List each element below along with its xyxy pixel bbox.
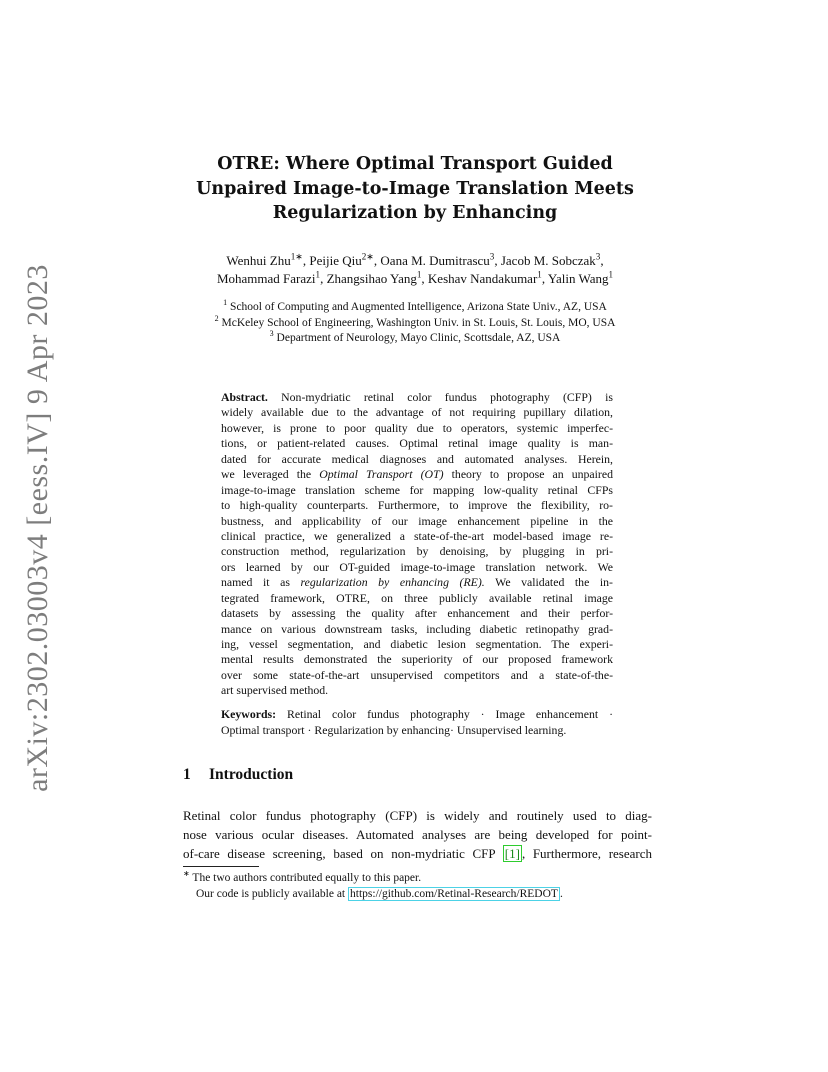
keywords-text: Retinal color fundus photography · Image enhancement · (286, 707, 613, 721)
author-name: Keshav Nandakumar (427, 271, 538, 286)
abstract-text: we leveraged the (221, 467, 312, 482)
author-name: Jacob M. Sobczak (500, 253, 596, 268)
author-affil-mark: 1 (537, 269, 542, 280)
author-separator: , (302, 253, 310, 268)
code-repository-link[interactable]: https://github.com/Retinal-Research/REDOT (350, 887, 558, 900)
footnote-mark: ∗ (183, 869, 190, 879)
footnote-text: Our code is publicly available at (196, 887, 346, 900)
affiliation-text: McKeley School of Engineering, Washington Univ. in St. Louis, St. Louis, MO, USA (221, 316, 616, 329)
abstract-line: bustness, and applicability of our image enhancement pipeline in the (221, 513, 613, 528)
affiliation-list (150, 300, 680, 347)
author-name: Zhangsihao Yang (326, 271, 417, 286)
abstract-line: ing, vessel segmentation, and diabetic lesion segmentation. The experi- (221, 637, 613, 651)
author-name: Mohammad Farazi (216, 271, 316, 286)
abstract-line: ors learned by our OT-guided image-to-image translation network. We (221, 559, 613, 574)
body-line: nose various ocular diseases. Automated analyses are being developed for point- (183, 827, 652, 842)
keywords-line: Optimal transport · Regularization by enhancing· Unsupervised learning. (221, 723, 567, 737)
author-separator: , (600, 253, 604, 268)
abstract-line: widely available due to the advantage of not requiring pupillary dilation, (221, 405, 613, 420)
paper-title (150, 152, 680, 226)
author-separator: , (320, 271, 327, 286)
abstract-line: construction method, regularization by denoising, by plugging in pri- (221, 544, 613, 559)
abstract-text: named it as (221, 575, 290, 590)
abstract-line: mance on various downstream tasks, including diabetic retinopathy grad- (221, 621, 613, 636)
abstract-line: tegrated framework, OTRE, on three publicly available retinal image (221, 590, 613, 605)
abstract-label: Abstract. (221, 390, 268, 404)
abstract-line: dated for accurate medical diagnoses and automated analyses. Herein, (221, 451, 613, 466)
affiliation-text: School of Computing and Augmented Intelligence, Arizona State Univ., AZ, USA (230, 301, 607, 313)
author-affil-mark: 1 (315, 269, 321, 280)
abstract-emphasis: Optimal Transport (OT) (319, 467, 444, 482)
keywords (221, 706, 613, 738)
abstract-line: over some state-of-the-art unsupervised competitors and a state-of-the- (221, 667, 613, 682)
author-affil-mark: 1 (608, 269, 614, 280)
author-separator: , (373, 253, 381, 268)
affiliation (150, 313, 680, 332)
body-line (183, 844, 652, 863)
affiliation-number: 3 (269, 329, 274, 339)
author-name: Yalin Wang (547, 271, 609, 286)
abstract-line: clinical practice, we generalized a state-of-the-art model-based image re- (221, 528, 613, 543)
author-list (150, 252, 680, 288)
section-heading (183, 766, 293, 784)
footnote-rule (183, 866, 259, 867)
body-line: Retinal color fundus photography (CFP) is widely and routinely used to diag- (183, 808, 652, 823)
citation-link[interactable]: [1] (504, 846, 520, 861)
abstract-line (221, 467, 613, 482)
keywords-label: Keywords: (221, 707, 277, 721)
footnote (183, 887, 653, 903)
footnote-text: The two authors contributed equally to this paper. (192, 872, 422, 884)
abstract (221, 390, 613, 699)
author-line-1 (150, 252, 680, 270)
affiliation (150, 300, 680, 316)
abstract-line: image-to-image translation scheme for mapping low-quality retinal CFPs (221, 482, 613, 497)
author-separator: , (421, 271, 428, 286)
abstract-line (221, 390, 613, 405)
author-affil-mark: 3 (595, 251, 601, 262)
affiliation-number: 1 (223, 298, 228, 308)
author-affil-mark: 1 (416, 269, 422, 280)
abstract-line: however, is prone to poor quality due to operators, systemic imperfec- (221, 420, 613, 435)
abstract-emphasis: regularization by enhancing (RE). (300, 575, 485, 590)
title-line: Unpaired Image-to-Image Translation Meets (196, 178, 634, 199)
affiliation-number: 2 (214, 313, 219, 323)
affiliation-text: Department of Neurology, Mayo Clinic, Scottsdale, AZ, USA (276, 332, 561, 344)
body-text: , Furthermore, research (521, 846, 652, 861)
footnote-text: . (559, 887, 563, 900)
abstract-line: art supervised method. (221, 683, 329, 698)
intro-paragraph (183, 806, 652, 863)
affiliation (150, 331, 680, 347)
title-line: Regularization by Enhancing (272, 203, 558, 223)
body-text: of-care disease screening, based on non-mydriatic CFP (183, 846, 496, 861)
abstract-line: tions, or patient-related causes. Optimal retinal image quality is man- (221, 436, 613, 451)
author-separator: , (494, 253, 501, 268)
author-affil-mark: 1∗ (290, 251, 303, 262)
author-affil-mark: 2∗ (361, 251, 374, 262)
abstract-line: mental results demonstrated the superiority of our proposed framework (221, 652, 613, 667)
footnotes (183, 871, 653, 902)
abstract-line: to high-quality counterparts. Furthermore, to improve the flexibility, ro- (221, 498, 613, 513)
author-name: Oana M. Dumitrascu (380, 253, 490, 268)
arxiv-identifier: arXiv:2302.03003v4 [eess.IV] 9 Apr 2023 (21, 263, 55, 792)
section-number: 1 (183, 766, 191, 783)
author-name: Wenhui Zhu (226, 253, 291, 268)
author-separator: , (541, 271, 548, 286)
author-name: Peijie Qiu (309, 253, 362, 268)
abstract-text: Non-mydriatic retinal color fundus photography (CFP) is (281, 390, 613, 404)
abstract-text: We validated the in- (495, 575, 613, 590)
abstract-text: theory to propose an unpaired (451, 467, 614, 482)
author-line-2 (150, 270, 680, 288)
keywords-line (221, 706, 613, 722)
section-title: Introduction (209, 766, 294, 783)
arxiv-sidebar-stamp (16, 263, 60, 792)
title-line: OTRE: Where Optimal Transport Guided (217, 154, 613, 174)
abstract-line (221, 575, 613, 590)
author-affil-mark: 3 (489, 251, 495, 262)
abstract-line: datasets by assessing the quality after enhancement and their perfor- (221, 606, 613, 621)
footnote (183, 871, 653, 887)
